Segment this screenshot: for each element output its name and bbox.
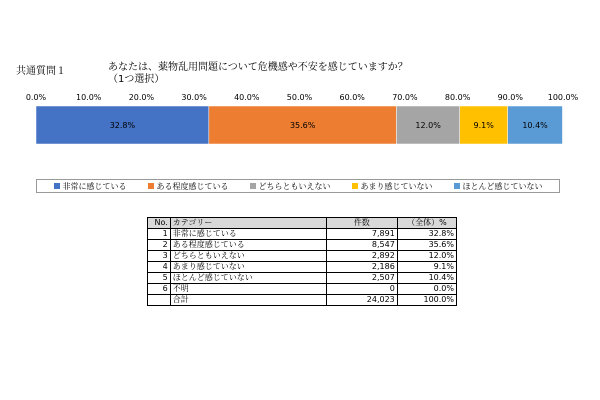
cell-percent: 100.0% bbox=[397, 295, 456, 306]
cell-count: 2,892 bbox=[326, 251, 397, 262]
table-row bbox=[148, 251, 457, 262]
table-row bbox=[148, 262, 457, 273]
cell-no: 4 bbox=[148, 262, 171, 273]
legend-item bbox=[54, 181, 127, 192]
x-tick-label: 10.0% bbox=[75, 93, 102, 102]
table-row bbox=[148, 284, 457, 295]
question-label: 共通質問１ bbox=[16, 66, 66, 77]
legend-item bbox=[250, 181, 331, 192]
legend-label: ある程度感じている bbox=[156, 181, 229, 191]
question-text-line1: あなたは、薬物乱用問題について危機感や不安を感じていますか？ bbox=[108, 62, 408, 73]
cell-count: 2,507 bbox=[326, 273, 397, 284]
cell-percent: 12.0% bbox=[397, 251, 456, 262]
cell-count: 0 bbox=[326, 284, 397, 295]
data-label: 35.6% bbox=[289, 121, 316, 130]
header-category: カテゴリー bbox=[170, 218, 326, 229]
data-label: 9.1% bbox=[473, 121, 494, 130]
header-percent: （全体）% bbox=[397, 218, 456, 229]
cell-percent: 10.4% bbox=[397, 273, 456, 284]
header-no: No. bbox=[148, 218, 171, 229]
cell-count: 8,547 bbox=[326, 240, 397, 251]
cell-category: 合計 bbox=[170, 295, 326, 306]
cell-category: ある程度感じている bbox=[170, 240, 326, 251]
table-total-row bbox=[148, 295, 457, 306]
legend-swatch bbox=[54, 183, 60, 189]
stacked-bar-chart bbox=[0, 88, 600, 168]
legend-label: どちらともいえない bbox=[258, 181, 331, 191]
table-row bbox=[148, 273, 457, 284]
data-label: 12.0% bbox=[415, 121, 441, 130]
legend-item bbox=[148, 181, 229, 192]
x-tick-label: 50.0% bbox=[286, 93, 313, 102]
legend-swatch bbox=[454, 183, 460, 189]
cell-no: 5 bbox=[148, 273, 171, 284]
legend-label: ほとんど感じていない bbox=[462, 181, 543, 191]
results-table bbox=[147, 217, 457, 306]
cell-count: 7,891 bbox=[326, 229, 397, 240]
header-count: 件数 bbox=[326, 218, 397, 229]
cell-category: ほとんど感じていない bbox=[170, 273, 326, 284]
x-tick-label: 40.0% bbox=[234, 93, 260, 102]
cell-no: 6 bbox=[148, 284, 171, 295]
cell-category: あまり感じていない bbox=[170, 262, 326, 273]
cell-percent: 35.6% bbox=[397, 240, 456, 251]
table-row bbox=[148, 240, 457, 251]
table-row bbox=[148, 229, 457, 240]
cell-percent: 32.8% bbox=[397, 229, 456, 240]
x-tick-label: 30.0% bbox=[181, 93, 207, 102]
cell-category: 不明 bbox=[170, 284, 326, 295]
legend-label: 非常に感じている bbox=[62, 181, 127, 191]
x-tick-label: 90.0% bbox=[497, 93, 524, 102]
data-label: 10.4% bbox=[522, 121, 548, 130]
cell-percent: 0.0% bbox=[397, 284, 456, 295]
cell-count: 2,186 bbox=[326, 262, 397, 273]
cell-count: 24,023 bbox=[326, 295, 397, 306]
x-tick-label: 20.0% bbox=[128, 93, 155, 102]
data-label: 32.8% bbox=[109, 121, 136, 130]
legend-swatch bbox=[352, 183, 358, 189]
cell-no: 2 bbox=[148, 240, 171, 251]
cell-no: 1 bbox=[148, 229, 171, 240]
legend-item bbox=[352, 181, 433, 192]
legend-label: あまり感じていない bbox=[360, 181, 433, 191]
cell-category: どちらともいえない bbox=[170, 251, 326, 262]
cell-category: 非常に感じている bbox=[170, 229, 326, 240]
cell-no bbox=[148, 295, 171, 306]
legend-item bbox=[454, 181, 543, 192]
cell-percent: 9.1% bbox=[397, 262, 456, 273]
question-text-line2: （1つ選択） bbox=[108, 74, 165, 85]
x-tick-label: 100.0% bbox=[547, 93, 579, 102]
question-text bbox=[108, 62, 408, 86]
cell-no: 3 bbox=[148, 251, 171, 262]
x-tick-label: 70.0% bbox=[392, 93, 418, 102]
table-header-row bbox=[148, 218, 457, 229]
x-tick-label: 0.0% bbox=[25, 93, 47, 102]
chart-legend bbox=[36, 179, 560, 193]
legend-swatch bbox=[250, 183, 256, 189]
legend-swatch bbox=[148, 183, 154, 189]
x-tick-label: 80.0% bbox=[444, 93, 471, 102]
x-tick-label: 60.0% bbox=[339, 93, 365, 102]
